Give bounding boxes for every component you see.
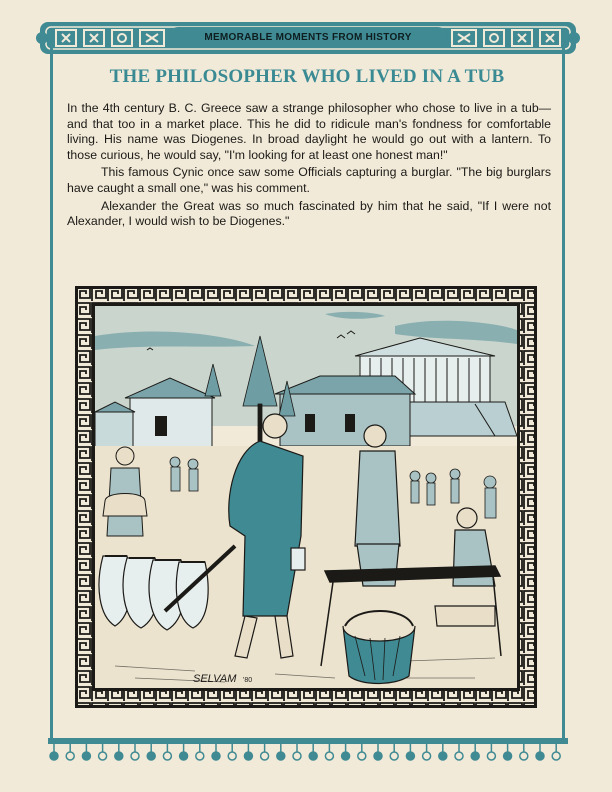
artist-signature: SELVAM <box>193 673 237 685</box>
fringe-bead <box>66 752 74 760</box>
fringe-bead <box>471 752 479 760</box>
fringe-bead <box>406 752 414 760</box>
fringe-bead <box>99 752 107 760</box>
fringe-bead <box>374 752 382 760</box>
fringe-bead <box>244 752 252 760</box>
fringe-bead <box>455 752 463 760</box>
fringe-bead <box>439 752 447 760</box>
fringe-bead <box>342 752 350 760</box>
paragraph-2: This famous Cynic once saw some Officials capturing a burglar. "The big burglars have caught a small one," was his comment. <box>67 165 551 195</box>
frame-right-rule <box>562 45 565 740</box>
paragraph-3: Alexander the Great was so much fascinated by him that he said, "If I were not Alexander, I would wish to be Diogenes." <box>67 198 551 229</box>
fringe-bead <box>115 752 123 760</box>
article-title: THE PHILOSOPHER WHO LIVED IN A TUB <box>109 66 505 87</box>
fringe-bead <box>520 752 528 760</box>
artist-signature-year: '80 <box>243 677 253 684</box>
fringe-bead <box>261 752 269 760</box>
banner-label: MEMORABLE MOMENTS FROM HISTORY <box>204 31 412 43</box>
frame-left-rule <box>50 45 53 740</box>
fringe-bead <box>309 752 317 760</box>
fringe-bead <box>212 752 220 760</box>
fringe-bead <box>536 752 544 760</box>
fringe-bead <box>293 752 301 760</box>
fringe-bead <box>325 752 333 760</box>
header-banner <box>168 27 448 47</box>
fringe-bead <box>390 752 398 760</box>
bottom-fringe-ornament <box>48 738 568 768</box>
fringe-bead <box>50 752 58 760</box>
fringe-bead <box>504 752 512 760</box>
fringe-bead <box>277 752 285 760</box>
fringe-bead <box>196 752 204 760</box>
fringe-bead <box>82 752 90 760</box>
fringe-bead <box>163 752 171 760</box>
fringe-bead <box>358 752 366 760</box>
fringe-bead <box>552 752 560 760</box>
fringe-bead <box>147 752 155 760</box>
fringe-bead <box>180 752 188 760</box>
paragraph-1: In the 4th century B. C. Greece saw a strange philosopher who chose to live in a tub—and that too in a market place. This he did to ridicule man's fondness for comfortable living. His name was Diogenes. In broad daylight he would go out with a lantern. To those curious, he would say, "I'm looking for at least one honest man!" <box>67 101 551 162</box>
illustration-panel <box>75 286 537 708</box>
fringe-bead <box>487 752 495 760</box>
article-body <box>67 101 551 232</box>
fringe-bead <box>423 752 431 760</box>
fringe-bead <box>228 752 236 760</box>
fringe-bead <box>131 752 139 760</box>
